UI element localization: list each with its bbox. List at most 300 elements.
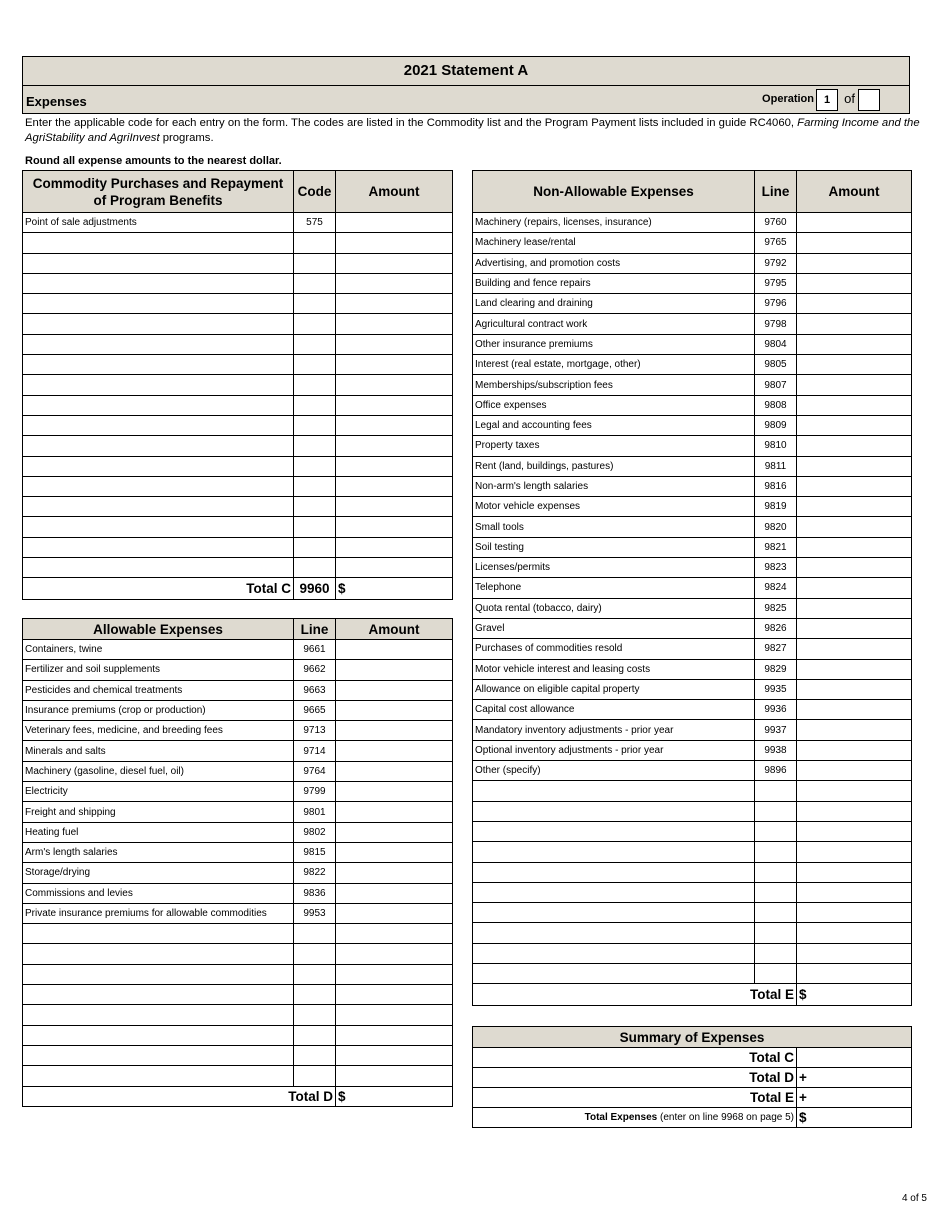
table-row bbox=[23, 456, 453, 476]
table-row bbox=[473, 578, 912, 598]
row-label: Property taxes bbox=[473, 436, 755, 456]
row-code bbox=[294, 395, 336, 415]
table-row bbox=[23, 640, 453, 660]
row-amount[interactable] bbox=[797, 355, 912, 375]
table-row bbox=[23, 741, 453, 761]
row-amount[interactable] bbox=[336, 497, 453, 517]
row-amount[interactable] bbox=[797, 476, 912, 496]
row-amount[interactable] bbox=[336, 985, 453, 1005]
row-amount[interactable] bbox=[797, 618, 912, 638]
row-label: Motor vehicle expenses bbox=[473, 497, 755, 517]
row-amount[interactable] bbox=[797, 233, 912, 253]
table-row bbox=[473, 923, 912, 943]
table-row bbox=[473, 639, 912, 659]
row-amount[interactable] bbox=[336, 640, 453, 660]
row-code: 575 bbox=[294, 213, 336, 233]
row-amount[interactable] bbox=[336, 903, 453, 923]
table-row bbox=[23, 985, 453, 1005]
row-code bbox=[755, 821, 797, 841]
row-amount[interactable] bbox=[797, 882, 912, 902]
row-amount[interactable] bbox=[336, 1066, 453, 1086]
total-expenses-label bbox=[473, 1108, 797, 1128]
row-code bbox=[294, 375, 336, 395]
row-amount[interactable] bbox=[797, 598, 912, 618]
row-label: Mandatory inventory adjustments - prior year bbox=[473, 720, 755, 740]
total-e-label: Total E bbox=[473, 984, 797, 1006]
table-row bbox=[23, 355, 453, 375]
table-row bbox=[23, 1066, 453, 1086]
row-amount[interactable] bbox=[336, 273, 453, 293]
row-amount[interactable] bbox=[797, 395, 912, 415]
table-row bbox=[473, 781, 912, 801]
row-label: Commissions and levies bbox=[23, 883, 294, 903]
summary-title: Summary of Expenses bbox=[473, 1027, 912, 1048]
table-row bbox=[473, 436, 912, 456]
summary-total-c-amount[interactable] bbox=[797, 1048, 912, 1068]
row-label bbox=[23, 436, 294, 456]
row-code: 9713 bbox=[294, 721, 336, 741]
row-label: Memberships/subscription fees bbox=[473, 375, 755, 395]
row-label: Machinery (repairs, licenses, insurance) bbox=[473, 213, 755, 233]
row-code: 9802 bbox=[294, 822, 336, 842]
table-row bbox=[23, 1045, 453, 1065]
row-label bbox=[23, 375, 294, 395]
row-label: Other (specify) bbox=[473, 761, 755, 781]
row-label: Machinery lease/rental bbox=[473, 233, 755, 253]
commodity-code-header: Code bbox=[294, 171, 336, 213]
row-label: Building and fence repairs bbox=[473, 273, 755, 293]
row-label bbox=[23, 537, 294, 557]
row-code bbox=[294, 537, 336, 557]
row-label: Heating fuel bbox=[23, 822, 294, 842]
operation-label: Operation bbox=[762, 93, 814, 105]
row-label: Insurance premiums (crop or production) bbox=[23, 700, 294, 720]
table-row bbox=[23, 253, 453, 273]
row-code: 9662 bbox=[294, 660, 336, 680]
table-row bbox=[473, 537, 912, 557]
row-label: Machinery (gasoline, diesel fuel, oil) bbox=[23, 761, 294, 781]
table-row bbox=[473, 355, 912, 375]
table-row bbox=[23, 680, 453, 700]
summary-table bbox=[472, 1026, 912, 1128]
row-label: Point of sale adjustments bbox=[23, 213, 294, 233]
row-label bbox=[23, 294, 294, 314]
row-code: 9661 bbox=[294, 640, 336, 660]
row-code bbox=[294, 1025, 336, 1045]
row-amount[interactable] bbox=[336, 822, 453, 842]
table-row bbox=[473, 598, 912, 618]
table-row bbox=[473, 720, 912, 740]
allowable-line-header: Line bbox=[294, 619, 336, 640]
row-amount[interactable] bbox=[336, 1005, 453, 1025]
instructions-text: Enter the applicable code for each entry on the form. The codes are listed in the Commodity list and the Program Payment lists included in guide RC4060, bbox=[25, 117, 795, 129]
table-row bbox=[473, 314, 912, 334]
row-amount[interactable] bbox=[797, 294, 912, 314]
summary-total-d-label: Total D bbox=[473, 1068, 797, 1088]
row-label: Quota rental (tobacco, dairy) bbox=[473, 598, 755, 618]
row-code: 9822 bbox=[294, 863, 336, 883]
row-label: Small tools bbox=[473, 517, 755, 537]
row-amount[interactable] bbox=[336, 883, 453, 903]
non-allowable-line-header: Line bbox=[755, 171, 797, 213]
row-code: 9810 bbox=[755, 436, 797, 456]
row-code bbox=[294, 964, 336, 984]
row-label: Telephone bbox=[473, 578, 755, 598]
allowable-table bbox=[22, 618, 453, 1107]
row-amount[interactable] bbox=[336, 964, 453, 984]
row-amount[interactable] bbox=[797, 903, 912, 923]
row-code bbox=[294, 436, 336, 456]
row-amount[interactable] bbox=[336, 741, 453, 761]
row-amount[interactable] bbox=[336, 537, 453, 557]
row-code bbox=[294, 334, 336, 354]
row-amount[interactable] bbox=[336, 415, 453, 435]
row-label: Other insurance premiums bbox=[473, 334, 755, 354]
row-amount[interactable] bbox=[797, 375, 912, 395]
table-row bbox=[23, 314, 453, 334]
row-label: Freight and shipping bbox=[23, 802, 294, 822]
allowable-header: Allowable Expenses bbox=[23, 619, 294, 640]
row-amount[interactable] bbox=[797, 415, 912, 435]
row-label: Gravel bbox=[473, 618, 755, 638]
row-label: Veterinary fees, medicine, and breeding fees bbox=[23, 721, 294, 741]
row-code: 9801 bbox=[294, 802, 336, 822]
operation-total-field[interactable] bbox=[858, 89, 880, 111]
row-code: 9798 bbox=[755, 314, 797, 334]
row-code: 9714 bbox=[294, 741, 336, 761]
row-label bbox=[23, 1066, 294, 1086]
row-amount[interactable] bbox=[797, 700, 912, 720]
table-row bbox=[473, 375, 912, 395]
statement-banner bbox=[22, 56, 910, 114]
row-amount[interactable] bbox=[797, 923, 912, 943]
table-row bbox=[473, 273, 912, 293]
table-row bbox=[23, 883, 453, 903]
row-label: Advertising, and promotion costs bbox=[473, 253, 755, 273]
row-label: Minerals and salts bbox=[23, 741, 294, 761]
row-code: 9799 bbox=[294, 782, 336, 802]
row-amount[interactable] bbox=[336, 660, 453, 680]
row-amount[interactable] bbox=[336, 314, 453, 334]
row-label bbox=[23, 355, 294, 375]
row-amount[interactable] bbox=[797, 740, 912, 760]
row-label bbox=[23, 1005, 294, 1025]
row-label: Capital cost allowance bbox=[473, 700, 755, 720]
row-amount[interactable] bbox=[797, 517, 912, 537]
row-amount[interactable] bbox=[336, 1045, 453, 1065]
row-amount[interactable] bbox=[336, 355, 453, 375]
row-amount[interactable] bbox=[797, 578, 912, 598]
row-label bbox=[23, 944, 294, 964]
row-code bbox=[294, 233, 336, 253]
total-expenses-note: (enter on line 9968 on page 5) bbox=[657, 1112, 794, 1123]
row-amount[interactable] bbox=[336, 375, 453, 395]
table-row bbox=[473, 294, 912, 314]
row-amount[interactable] bbox=[336, 517, 453, 537]
row-code: 9820 bbox=[755, 517, 797, 537]
table-row bbox=[473, 821, 912, 841]
row-label: Agricultural contract work bbox=[473, 314, 755, 334]
table-row bbox=[23, 1025, 453, 1045]
table-row bbox=[473, 740, 912, 760]
row-amount[interactable] bbox=[336, 761, 453, 781]
row-amount[interactable] bbox=[336, 924, 453, 944]
row-label bbox=[23, 314, 294, 334]
row-label bbox=[23, 395, 294, 415]
row-label bbox=[23, 517, 294, 537]
table-row bbox=[473, 213, 912, 233]
row-code bbox=[294, 517, 336, 537]
commodity-amount-header: Amount bbox=[336, 171, 453, 213]
table-row bbox=[23, 476, 453, 496]
row-amount[interactable] bbox=[797, 314, 912, 334]
total-d-amount[interactable]: $ bbox=[336, 1086, 453, 1106]
banner-divider bbox=[23, 85, 909, 86]
row-code: 9809 bbox=[755, 415, 797, 435]
row-code: 9826 bbox=[755, 618, 797, 638]
row-amount[interactable] bbox=[336, 233, 453, 253]
row-amount[interactable] bbox=[336, 253, 453, 273]
row-label: Licenses/permits bbox=[473, 558, 755, 578]
row-amount[interactable] bbox=[797, 842, 912, 862]
total-d-label: Total D bbox=[23, 1086, 336, 1106]
row-amount[interactable] bbox=[797, 537, 912, 557]
summary-total-d-amount[interactable]: + bbox=[797, 1068, 912, 1088]
table-row bbox=[23, 375, 453, 395]
row-code: 9816 bbox=[755, 476, 797, 496]
row-label bbox=[23, 334, 294, 354]
instructions bbox=[25, 116, 920, 146]
row-amount[interactable] bbox=[797, 761, 912, 781]
row-amount[interactable] bbox=[797, 659, 912, 679]
row-amount[interactable] bbox=[797, 497, 912, 517]
table-row bbox=[23, 294, 453, 314]
row-label bbox=[23, 415, 294, 435]
row-code: 9824 bbox=[755, 578, 797, 598]
row-amount[interactable] bbox=[336, 294, 453, 314]
row-code bbox=[755, 842, 797, 862]
row-amount[interactable] bbox=[797, 862, 912, 882]
table-row bbox=[23, 660, 453, 680]
table-row bbox=[23, 395, 453, 415]
operation-number-field[interactable]: 1 bbox=[816, 89, 838, 111]
row-code: 9808 bbox=[755, 395, 797, 415]
row-code bbox=[294, 1005, 336, 1025]
table-row bbox=[473, 253, 912, 273]
row-amount[interactable] bbox=[336, 680, 453, 700]
table-row bbox=[23, 761, 453, 781]
table-row bbox=[473, 842, 912, 862]
row-code bbox=[755, 923, 797, 943]
row-label: Soil testing bbox=[473, 537, 755, 557]
row-label bbox=[473, 943, 755, 963]
row-label: Private insurance premiums for allowable commodities bbox=[23, 903, 294, 923]
row-code bbox=[294, 558, 336, 578]
summary-total-e-label: Total E bbox=[473, 1088, 797, 1108]
instructions-text-end: programs. bbox=[162, 132, 214, 144]
row-amount[interactable] bbox=[336, 476, 453, 496]
row-label bbox=[473, 963, 755, 983]
row-label: Storage/drying bbox=[23, 863, 294, 883]
row-code: 9795 bbox=[755, 273, 797, 293]
row-code: 9827 bbox=[755, 639, 797, 659]
table-row bbox=[23, 863, 453, 883]
row-code: 9764 bbox=[294, 761, 336, 781]
total-c-amount[interactable]: $ bbox=[336, 578, 453, 600]
row-amount[interactable] bbox=[797, 943, 912, 963]
table-row bbox=[23, 944, 453, 964]
table-row bbox=[23, 822, 453, 842]
table-row bbox=[473, 862, 912, 882]
row-amount[interactable] bbox=[797, 558, 912, 578]
row-code: 9823 bbox=[755, 558, 797, 578]
row-code bbox=[294, 273, 336, 293]
row-label: Pesticides and chemical treatments bbox=[23, 680, 294, 700]
row-amount[interactable] bbox=[797, 679, 912, 699]
table-row bbox=[473, 558, 912, 578]
row-label bbox=[473, 801, 755, 821]
table-row bbox=[473, 903, 912, 923]
row-label bbox=[473, 862, 755, 882]
table-row bbox=[23, 782, 453, 802]
total-c-code: 9960 bbox=[294, 578, 336, 600]
row-code bbox=[294, 1066, 336, 1086]
table-row bbox=[23, 415, 453, 435]
row-label: Optional inventory adjustments - prior year bbox=[473, 740, 755, 760]
row-code: 9935 bbox=[755, 679, 797, 699]
table-row bbox=[473, 943, 912, 963]
row-amount[interactable] bbox=[336, 334, 453, 354]
row-code: 9796 bbox=[755, 294, 797, 314]
summary-total-e-amount[interactable]: + bbox=[797, 1088, 912, 1108]
operation-of-label: of bbox=[844, 91, 855, 106]
row-amount[interactable] bbox=[797, 821, 912, 841]
total-e-amount[interactable]: $ bbox=[797, 984, 912, 1006]
table-row bbox=[473, 700, 912, 720]
row-amount[interactable] bbox=[797, 781, 912, 801]
row-label bbox=[473, 821, 755, 841]
row-code bbox=[755, 781, 797, 801]
row-code: 9821 bbox=[755, 537, 797, 557]
section-title: Expenses bbox=[26, 94, 87, 109]
row-amount[interactable] bbox=[797, 213, 912, 233]
row-label bbox=[23, 273, 294, 293]
rounding-note: Round all expense amounts to the nearest dollar. bbox=[25, 155, 282, 167]
row-label: Rent (land, buildings, pastures) bbox=[473, 456, 755, 476]
total-expenses-amount[interactable]: $ bbox=[797, 1108, 912, 1128]
row-label bbox=[23, 1045, 294, 1065]
row-label: Containers, twine bbox=[23, 640, 294, 660]
allowable-amount-header: Amount bbox=[336, 619, 453, 640]
table-row bbox=[23, 537, 453, 557]
row-amount[interactable] bbox=[797, 334, 912, 354]
table-row bbox=[23, 517, 453, 537]
row-amount[interactable] bbox=[336, 802, 453, 822]
table-row bbox=[473, 801, 912, 821]
row-amount[interactable] bbox=[336, 721, 453, 741]
row-code: 9825 bbox=[755, 598, 797, 618]
table-row bbox=[473, 618, 912, 638]
page-title: 2021 Statement A bbox=[403, 62, 529, 79]
non-allowable-header: Non-Allowable Expenses bbox=[473, 171, 755, 213]
instructions-guide-title: Farming Income and the AgriStability and AgriInvest bbox=[25, 117, 920, 144]
row-code bbox=[294, 1045, 336, 1065]
table-row bbox=[23, 802, 453, 822]
row-code: 9804 bbox=[755, 334, 797, 354]
row-code bbox=[755, 862, 797, 882]
row-label: Electricity bbox=[23, 782, 294, 802]
table-row bbox=[23, 334, 453, 354]
row-code bbox=[294, 294, 336, 314]
row-label bbox=[23, 253, 294, 273]
row-code: 9815 bbox=[294, 842, 336, 862]
row-label: Legal and accounting fees bbox=[473, 415, 755, 435]
row-label bbox=[23, 985, 294, 1005]
row-label: Interest (real estate, mortgage, other) bbox=[473, 355, 755, 375]
total-c-label: Total C bbox=[23, 578, 294, 600]
row-label: Motor vehicle interest and leasing costs bbox=[473, 659, 755, 679]
table-row bbox=[23, 497, 453, 517]
row-label: Purchases of commodities resold bbox=[473, 639, 755, 659]
row-amount[interactable] bbox=[336, 782, 453, 802]
table-row bbox=[473, 761, 912, 781]
row-amount[interactable] bbox=[336, 1025, 453, 1045]
row-code: 9829 bbox=[755, 659, 797, 679]
row-amount[interactable] bbox=[797, 801, 912, 821]
table-row bbox=[473, 497, 912, 517]
row-code: 9938 bbox=[755, 740, 797, 760]
row-code: 9760 bbox=[755, 213, 797, 233]
row-label bbox=[473, 903, 755, 923]
row-amount[interactable] bbox=[797, 253, 912, 273]
row-amount[interactable] bbox=[336, 436, 453, 456]
row-code: 9765 bbox=[755, 233, 797, 253]
row-amount[interactable] bbox=[336, 944, 453, 964]
table-row bbox=[23, 1005, 453, 1025]
row-code: 9665 bbox=[294, 700, 336, 720]
row-code bbox=[294, 456, 336, 476]
row-label: Non-arm's length salaries bbox=[473, 476, 755, 496]
row-code: 9663 bbox=[294, 680, 336, 700]
row-code: 9807 bbox=[755, 375, 797, 395]
row-label bbox=[23, 497, 294, 517]
row-amount[interactable] bbox=[336, 395, 453, 415]
row-code: 9792 bbox=[755, 253, 797, 273]
row-label: Allowance on eligible capital property bbox=[473, 679, 755, 699]
row-amount[interactable] bbox=[797, 273, 912, 293]
row-amount[interactable] bbox=[336, 700, 453, 720]
row-label bbox=[473, 842, 755, 862]
row-code bbox=[294, 497, 336, 517]
row-code bbox=[294, 985, 336, 1005]
row-label bbox=[23, 456, 294, 476]
row-amount[interactable] bbox=[797, 456, 912, 476]
row-amount[interactable] bbox=[336, 842, 453, 862]
table-row bbox=[23, 721, 453, 741]
table-row bbox=[473, 679, 912, 699]
row-amount[interactable] bbox=[336, 863, 453, 883]
row-amount[interactable] bbox=[797, 639, 912, 659]
row-amount[interactable] bbox=[336, 456, 453, 476]
row-amount[interactable] bbox=[797, 436, 912, 456]
row-amount[interactable] bbox=[797, 720, 912, 740]
table-row bbox=[23, 903, 453, 923]
row-label: Fertilizer and soil supplements bbox=[23, 660, 294, 680]
row-amount[interactable] bbox=[336, 213, 453, 233]
row-amount[interactable] bbox=[797, 963, 912, 983]
row-amount[interactable] bbox=[336, 558, 453, 578]
row-code bbox=[294, 355, 336, 375]
